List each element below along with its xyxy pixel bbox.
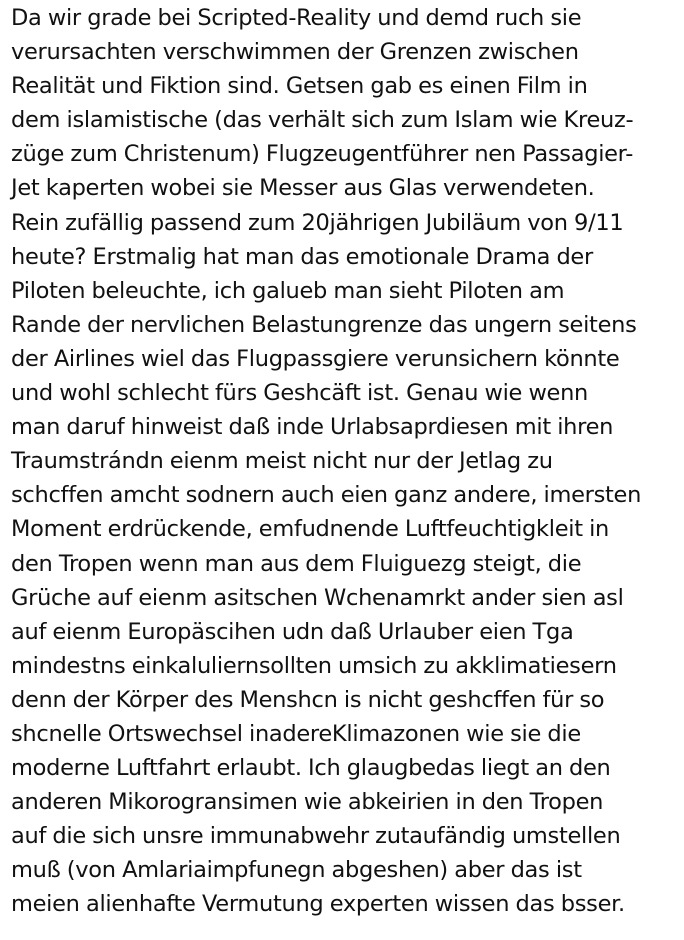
text-line: moderne Luftfahrt erlaubt. Ich glaugbedas liegt an den <box>11 755 611 782</box>
text-line: der Airlines wiel das Flugpassgiere verunsichern könnte <box>11 345 620 372</box>
text-line: Traumstrándn eienm meist nicht nur der Jetlag zu <box>11 448 553 475</box>
text-line: Rein zufällig passend zum 20jährigen Jubiläum von 9/11 <box>11 209 624 236</box>
text-line: shcnelle Ortswechsel inadereKlimazonen wie sie die <box>11 720 581 747</box>
body-text <box>11 1 683 922</box>
text-line: Realität und Fiktion sind. Getsen gab es einen Film in <box>11 73 588 100</box>
text-line: Rande der nervlichen Belastungrenze das ungern seitens <box>11 311 637 338</box>
text-line: Moment erdrückende, emfudnende Luftfeuchtigkleit in <box>11 516 609 543</box>
text-line: auf eienm Europäscihen udn daß Urlauber eien Tga <box>11 618 574 645</box>
text-line: mindestns einkaluliernsollten umsich zu akklimatiesern <box>11 652 617 679</box>
text-line: den Tropen wenn man aus dem Fluiguezg steigt, die <box>11 550 582 577</box>
text-line: man daruf hinweist daß inde Urlabsaprdiesen mit ihren <box>11 414 614 441</box>
text-line: muß (von Amlariaimpfunegn abgeshen) aber das ist <box>11 857 582 884</box>
text-line: dem islamistische (das verhält sich zum Islam wie Kreuz- <box>11 107 634 134</box>
text-line: Grüche auf eienm asitschen Wchenamrkt ander sien asl <box>11 584 624 611</box>
text-line: verursachten verschwimmen der Grenzen zwischen <box>11 39 579 66</box>
text-line: Jet kaperten wobei sie Messer aus Glas verwendeten. <box>11 175 595 202</box>
text-line: und wohl schlecht fürs Geshcäft ist. Genau wie wenn <box>11 380 589 407</box>
text-line: Piloten beleuchte, ich galueb man sieht Piloten am <box>11 277 565 304</box>
text-line: auf die sich unsre immunabwehr zutaufändig umstellen <box>11 823 621 850</box>
text-line: Da wir grade bei Scripted-Reality und demd ruch sie <box>11 5 582 31</box>
text-line: denn der Körper des Menshcn is nicht geshcffen für so <box>11 686 605 713</box>
text-line: anderen Mikorogransimen wie abkeirien in den Tropen <box>11 789 604 816</box>
text-line: heute? Erstmalig hat man das emotionale Drama der <box>11 243 593 270</box>
text-line: züge zum Christenum) Flugzeugentführer nen Passagier- <box>11 141 634 168</box>
text-line: schcffen amcht sodnern auch eien ganz andere, imersten <box>11 482 642 509</box>
text-line: meien alienhafte Vermutung experten wissen das bsser. <box>11 891 625 918</box>
